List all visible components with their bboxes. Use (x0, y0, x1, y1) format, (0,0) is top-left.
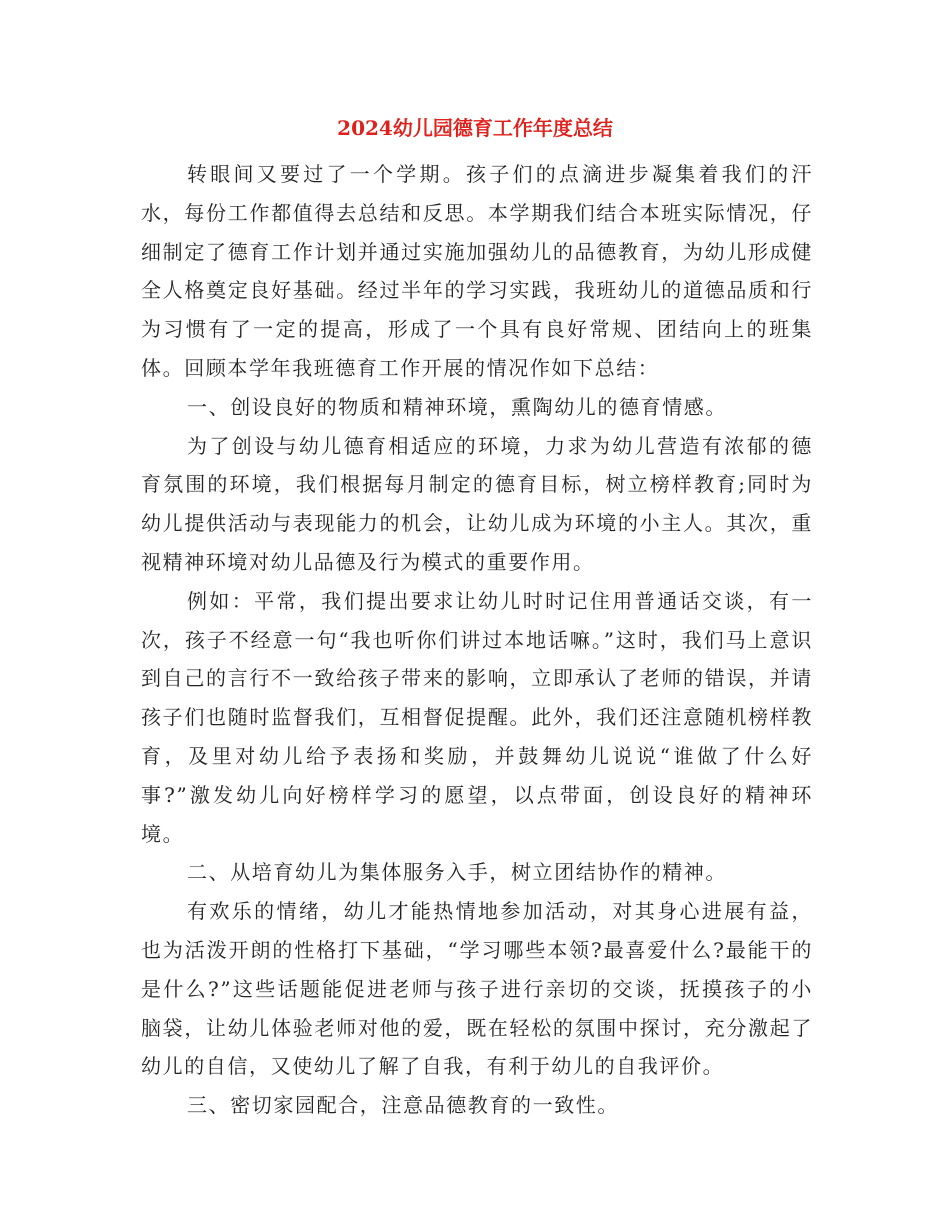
paragraph-intro: 转眼间又要过了一个学期。孩子们的点滴进步凝集着我们的汗水，每份工作都值得去总结和反思。本学期我们结合本班实际情况，仔细制定了德育工作计划并通过实施加强幼儿的品德教育，为幼儿形成健全人格奠定良好基础。经过半年的学习实践，我班幼儿的道德品质和行为习惯有了一定的提高，形成了一个具有良好常规、团结向上的班集体。回顾本学年我班德育工作开展的情况作如下总结： (141, 162, 813, 380)
document-body (141, 155, 813, 1125)
paragraph-environment: 为了创设与幼儿德育相适应的环境，力求为幼儿营造有浓郁的德育氛围的环境，我们根据每月制定的德育目标，树立榜样教育;同时为幼儿提供活动与表现能力的机会，让幼儿成为环境的小主人。其次，重视精神环境对幼儿品德及行为模式的重要作用。 (141, 433, 813, 574)
paragraph-example: 例如：平常，我们提出要求让幼儿时时记住用普通话交谈，有一次，孩子不经意一句“我也听你们讲过本地话嘛。”这时，我们马上意识到自己的言行不一致给孩子带来的影响，立即承认了老师的错误，并请孩子们也随时监督我们，互相督促提醒。此外，我们还注意随机榜样教育，及里对幼儿给予表扬和奖励，并鼓舞幼儿说说“谁做了什么好事?”激发幼儿向好榜样学习的愿望，以点带面，创设良好的精神环境。 (141, 588, 813, 846)
section-heading-1: 一、创设良好的物质和精神环境，熏陶幼儿的德育情感。 (187, 394, 727, 419)
paragraph-emotion: 有欢乐的情绪，幼儿才能热情地参加活动，对其身心进展有益，也为活泼开朗的性格打下基础，“学习哪些本领?最喜爱什么?最能干的是什么?”这些话题能促进老师与孩子进行亲切的交谈，抚摸孩子的小脑袋，让幼儿体验老师对他的爱，既在轻松的氛围中探讨，充分激起了幼儿的自信，又使幼儿了解了自我，有利于幼儿的自我评价。 (141, 899, 813, 1079)
document-title: 2024幼儿园德育工作年度总结 (337, 116, 613, 140)
section-heading-2: 二、从培育幼儿为集体服务入手，树立团结协作的精神。 (187, 860, 727, 885)
section-heading-3: 三、密切家园配合，注意品德教育的一致性。 (187, 1093, 619, 1118)
